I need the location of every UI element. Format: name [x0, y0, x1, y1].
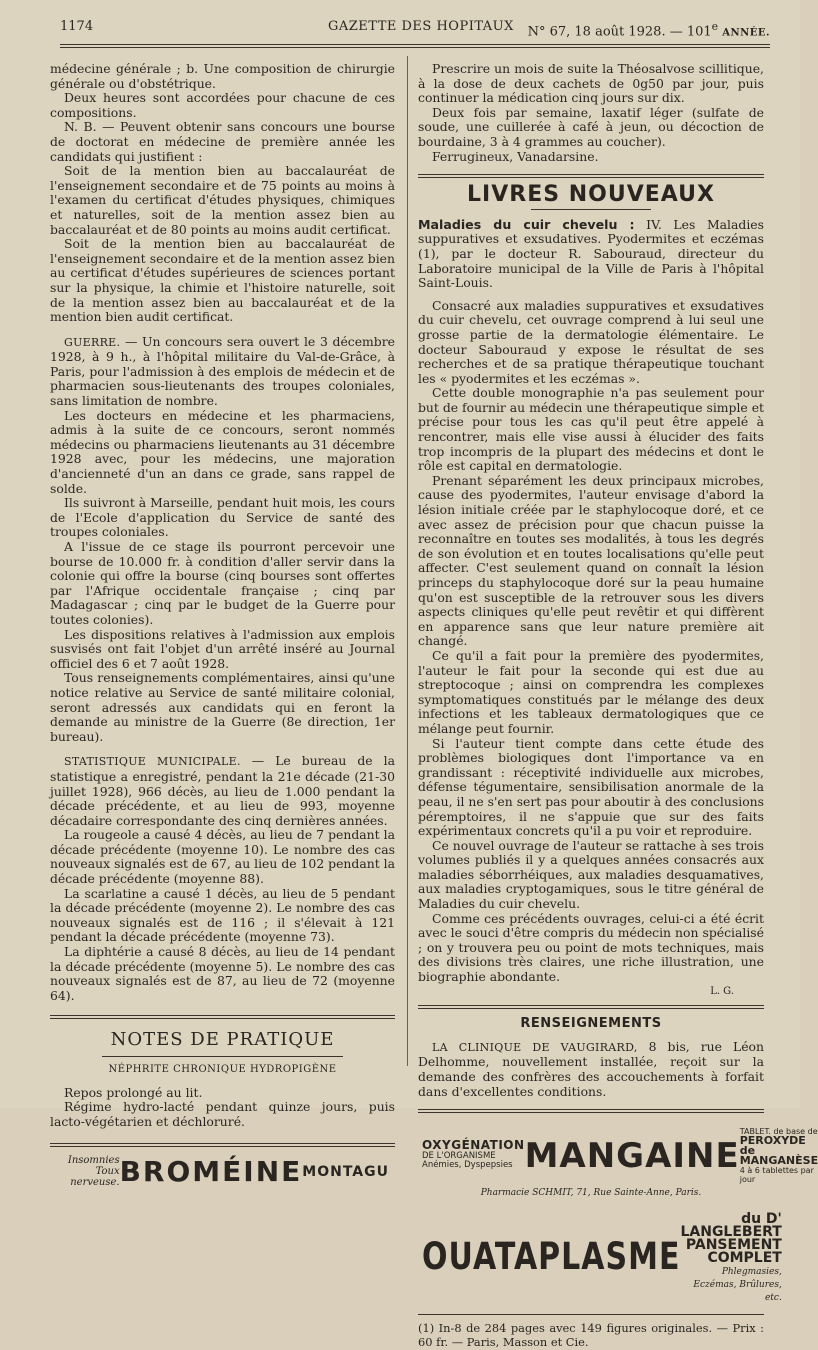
paragraph: Comme ces précédents ouvrages, celui-ci a été écrit avec le souci d'être compris du médecin non spécialisé ; on y trouvera peu ou point de mots techniques, mais des divisions très claires, une riche illustration, une biographie abondante. — [418, 910, 764, 985]
ad-ouataplasme-details — [680, 1210, 782, 1304]
notes-subtitle: NÉPHRITE CHRONIQUE HYDROPIGÈNE — [108, 1064, 337, 1075]
statistique-paragraph — [50, 754, 395, 828]
book-heading — [418, 218, 764, 291]
paragraph: Repos prolongé au lit. — [64, 1084, 203, 1100]
header-rule — [60, 44, 770, 48]
footnote: (1) In-8 de 284 pages avec 149 figures originales. — Prix : 60 fr. — Paris, Masson et Cie. — [418, 1314, 764, 1350]
issue-sup: e — [711, 20, 719, 33]
ad-mangaine — [418, 1127, 818, 1185]
left-column — [50, 62, 395, 1188]
paragraph: Si l'auteur tient compte dans cette étude des problèmes biologiques dont l'importance va en grandissant : réceptivité individuelle aux microbes, défense tégumentaire, sensibilisation anormale de la peau, il ne s'en sert pas pour aboutir à des conclusions péremptoires, il ne s'appuie que sur des faits expérimentaux concrets qu'il a pu voir et reproduire. — [418, 735, 764, 839]
issue-info — [528, 20, 770, 41]
signature: L. G. — [710, 985, 734, 997]
paragraph: Soit de la mention bien au baccalauréat de l'enseignement secondaire et de la mention assez bien au certificat d'études supérieures de sciences portant sur la physique, la chimie et l'histoire naturelle, soit de la mention assez bien au baccalauréat et de la mention bien audit certificat. — [50, 236, 395, 325]
ad-text: Insomnies — [67, 1155, 120, 1167]
ad-text: du D' LANGLEBERT — [680, 1210, 782, 1240]
notes-title: NOTES DE PRATIQUE — [110, 1029, 335, 1051]
issue-year-label: ANNÉE. — [722, 27, 770, 39]
paragraph: Ferrugineux, Vanadarsine. — [432, 148, 599, 164]
paragraph: La scarlatine a causé 1 décès, au lieu de 5 pendant la décade précédente (moyenne 2). Le nombre des cas nouveaux signalés est de 116 ; il s'élevait à 121 pendant la décade précédente (moyenne 73). — [50, 885, 395, 945]
paragraph: Tous renseignements complémentaires, ainsi qu'une notice relative au Service de santé militaire colonial, seront adressés aux candidats qui en feront la demande au ministre de la Guerre (8e direction, 1er bureau). — [50, 670, 395, 744]
paragraph-text: — Un concours sera ouvert le 3 décembre 1928, à 9 h., à l'hôpital militaire du Val-de-Grâce, à Paris, pour l'admission à des emplois de médecin et de pharmacien sous-lieutenants des troupes coloniales, sans limitation de nombre. — [50, 333, 395, 409]
paragraph: médecine générale ; b. Une composition de chirurgie générale ou d'obstétrique. — [50, 61, 395, 91]
paragraph: Cette double monographie n'a pas seulement pour but de fournir au médecin une thérapeutique simple et précise pour tous les cas qu'il peut être appelé à rencontrer, mais elle vise aussi à élucider des faits trop incompris de la plupart des médecins et dont le rôle est capital en dermatologie. — [418, 385, 765, 474]
paragraph: Les dispositions relatives à l'admission aux emplois susvisés ont fait l'objet d'un arrêté inséré au Journal officiel des 6 et 7 août 1928. — [50, 626, 395, 671]
ad-text: PEROXYDE de MANGANÈSE — [739, 1134, 818, 1168]
ad-bromeine-mark: BROMÉINE — [119, 1154, 303, 1188]
book-details: IV. Les Maladies suppuratives et exsudatives. Pyodermites et eczémas (1), par le docteur R. Sabouraud, directeur du Laboratoire municipal de la Ville de Paris à l'hôpital Saint-Louis. — [418, 216, 764, 291]
paragraph: Ce qu'il a fait pour la première des pyodermites, l'auteur le fait pour la seconde qui est due au streptocoque ; ainsi on comprendra les complexes symptomatiques constitués par le mélange des deux infections et les tableaux dermatologiques que ce mélange peut fournir. — [418, 647, 764, 736]
paragraph: Deux fois par semaine, laxatif léger (sulfate de soude, une cuillerée à café à jeun, ou décoction de bourdaine, 3 à 4 grammes au coucher). — [418, 104, 764, 149]
section-label-statistique: STATISTIQUE MUNICIPALE. — [64, 755, 241, 769]
paragraph: Deux heures sont accordées pour chacune de ces compositions. — [50, 90, 395, 120]
right-column — [418, 61, 818, 1350]
page-header — [60, 20, 770, 40]
ad-mangaine-left — [422, 1138, 525, 1171]
renseignements-paragraph — [418, 1040, 764, 1099]
ad-text: PANSEMENT COMPLET — [685, 1236, 782, 1266]
ad-text: OXYGÉNATION — [422, 1138, 525, 1153]
ad-bromeine-indications — [56, 1155, 120, 1188]
paragraph: La rougeole a causé 4 décès, au lieu de 7 pendant la décade précédente (moyenne 10). Le nombre des cas nouveaux signalés est de 67, au lieu de 102 pendant la décade précédente (moyenne 88). — [50, 827, 395, 887]
paragraph: Les docteurs en médecine et les pharmaciens, admis à la suite de ce concours, seront nommés médecins ou pharmaciens lieutenants au 31 décembre 1928 avec, pour les médecins, une majoration d'ancienneté d'un an dans ce grade, sans rappel de solde. — [50, 407, 395, 496]
page-number: 1174 — [60, 19, 94, 34]
section-rule — [418, 174, 764, 178]
issue-text: N° 67, 18 août 1928. — 101 — [527, 24, 712, 40]
ad-ouataplasme — [418, 1210, 782, 1304]
ad-mangaine-mark: MANGAINE — [524, 1135, 740, 1176]
ad-text: Anémies, Dyspepsies — [422, 1160, 513, 1171]
paragraph: N. B. — Peuvent obtenir sans concours une bourse de doctorat en médecine de première année les candidats qui justifient : — [50, 119, 395, 164]
section-rule — [50, 1015, 395, 1019]
book-title: Maladies du cuir chevelu : — [418, 216, 635, 232]
ad-text: Phlegmasies, Eczémas, Brûlures, etc. — [693, 1266, 782, 1303]
paragraph: Prenant séparément les deux principaux microbes, cause des pyodermites, l'auteur envisage d'abord la lésion initiale créée par le staphylocoque doré, et ce avec assez de précision pour que chacun puisse la reconnaître en toutes ses modalités, à tous les degrés de son évolution et en toutes localisations qu'elle peut affecter. C'est seulement quand on connaît la lésion princeps du staphylocoque doré sur la peau humaine qu'on est susceptible de la retrouver sous les divers aspects cliniques qu'elle peut revêtir et qui diffèrent en apparence sans que leur nature première ait changé. — [418, 472, 764, 649]
ad-bromeine-sub: MONTAGU — [302, 1163, 389, 1180]
section-label-clinique: LA CLINIQUE DE VAUGIRARD, — [432, 1040, 638, 1054]
paragraph: Régime hydro-lacté pendant quinze jours, puis lacto-végétarien et déchloruré. — [50, 1099, 395, 1129]
ad-text: DE L'ORGANISME — [422, 1151, 496, 1162]
paragraph: La diphtérie a causé 8 décès, au lieu de 14 pendant la décade précédente (moyenne 5). Le nombre des cas nouveaux signalés est de 87, au lieu de 72 (moyenne 64). — [50, 944, 395, 1003]
ad-ouataplasme-mark: OUATAPLASME — [422, 1235, 681, 1280]
livres-title: LIVRES NOUVEAUX — [467, 182, 715, 208]
paragraph: Ils suivront à Marseille, pendant huit mois, les cours de l'Ecole d'application du Service de santé des troupes coloniales. — [50, 495, 395, 540]
rule — [102, 1056, 344, 1057]
paragraph: Soit de la mention bien au baccalauréat de l'enseignement secondaire et de 75 points au moins à l'examen du certificat d'études physiques, chimiques et naturelles, soit de la mention assez bien au baccalauréat et de 80 points au moins audit certificat. — [50, 163, 395, 237]
paragraph-text: — Le bureau de la statistique a enregistré, pendant la 21e décade (21-30 juillet 1928), 966 décès, au lieu de 1.000 pendant la décade précédente, et au lieu de 993, moyenne décadaire correspondante des cinq dernières années. — [50, 753, 395, 828]
ad-text: 4 à 6 tablettes par jour — [739, 1166, 814, 1185]
journal-title: GAZETTE DES HOPITAUX — [328, 19, 514, 34]
ad-bromeine — [50, 1155, 395, 1188]
ad-text: TABLET. de base de — [739, 1127, 818, 1137]
ad-mangaine-pharmacy: Pharmacie SCHMIT, 71, Rue Sainte-Anne, Paris. — [480, 1188, 702, 1199]
guerre-paragraph — [50, 335, 395, 409]
paragraph-text: 8 bis, rue Léon Delhomme, nouvellement installée, reçoit sur la demande des confrères des accouchements à forfait dans d'excellentes conditions. — [418, 1038, 764, 1099]
ad-rule — [418, 1109, 764, 1113]
section-rule — [418, 1005, 764, 1009]
paragraph: A l'issue de ce stage ils pourront percevoir une bourse de 10.000 fr. à condition d'aller servir dans la colonie qui offre la bourse (cinq bourses sont offertes par l'Afrique occidentale française ; cinq par Madagascar ; cinq par le budget de la Guerre pour toutes colonies). — [50, 539, 395, 627]
paragraph: Consacré aux maladies suppuratives et exsudatives du cuir chevelu, cet ouvrage comprend à lui seul une grosse partie de la dermatologie élémentaire. Le docteur Sabouraud y expose le résultat de ses recherches et de sa pratique thérapeutique touchant les « pyodermites et les eczémas ». — [418, 297, 764, 386]
ad-rule — [50, 1143, 395, 1147]
ad-mangaine-right — [740, 1127, 818, 1184]
paragraph: Prescrire un mois de suite la Théosalvose scillitique, à la dose de deux cachets de 0g50 par jour, puis continuer la médication cinq jours sur dix. — [418, 61, 764, 106]
rule — [531, 209, 651, 210]
paragraph: Ce nouvel ouvrage de l'auteur se rattache à ses trois volumes publiés il y a quelques années consacrés aux maladies séborrhéiques, aux maladies desquamatives, aux maladies cryptogamiques, sous le titre général de Maladies du cuir chevelu. — [418, 837, 764, 912]
section-label-guerre: GUERRE. — [64, 335, 121, 349]
column-divider — [407, 56, 408, 1066]
renseignements-title: RENSEIGNEMENTS — [520, 1016, 662, 1032]
ad-text: Toux nerveuse. — [70, 1166, 120, 1189]
